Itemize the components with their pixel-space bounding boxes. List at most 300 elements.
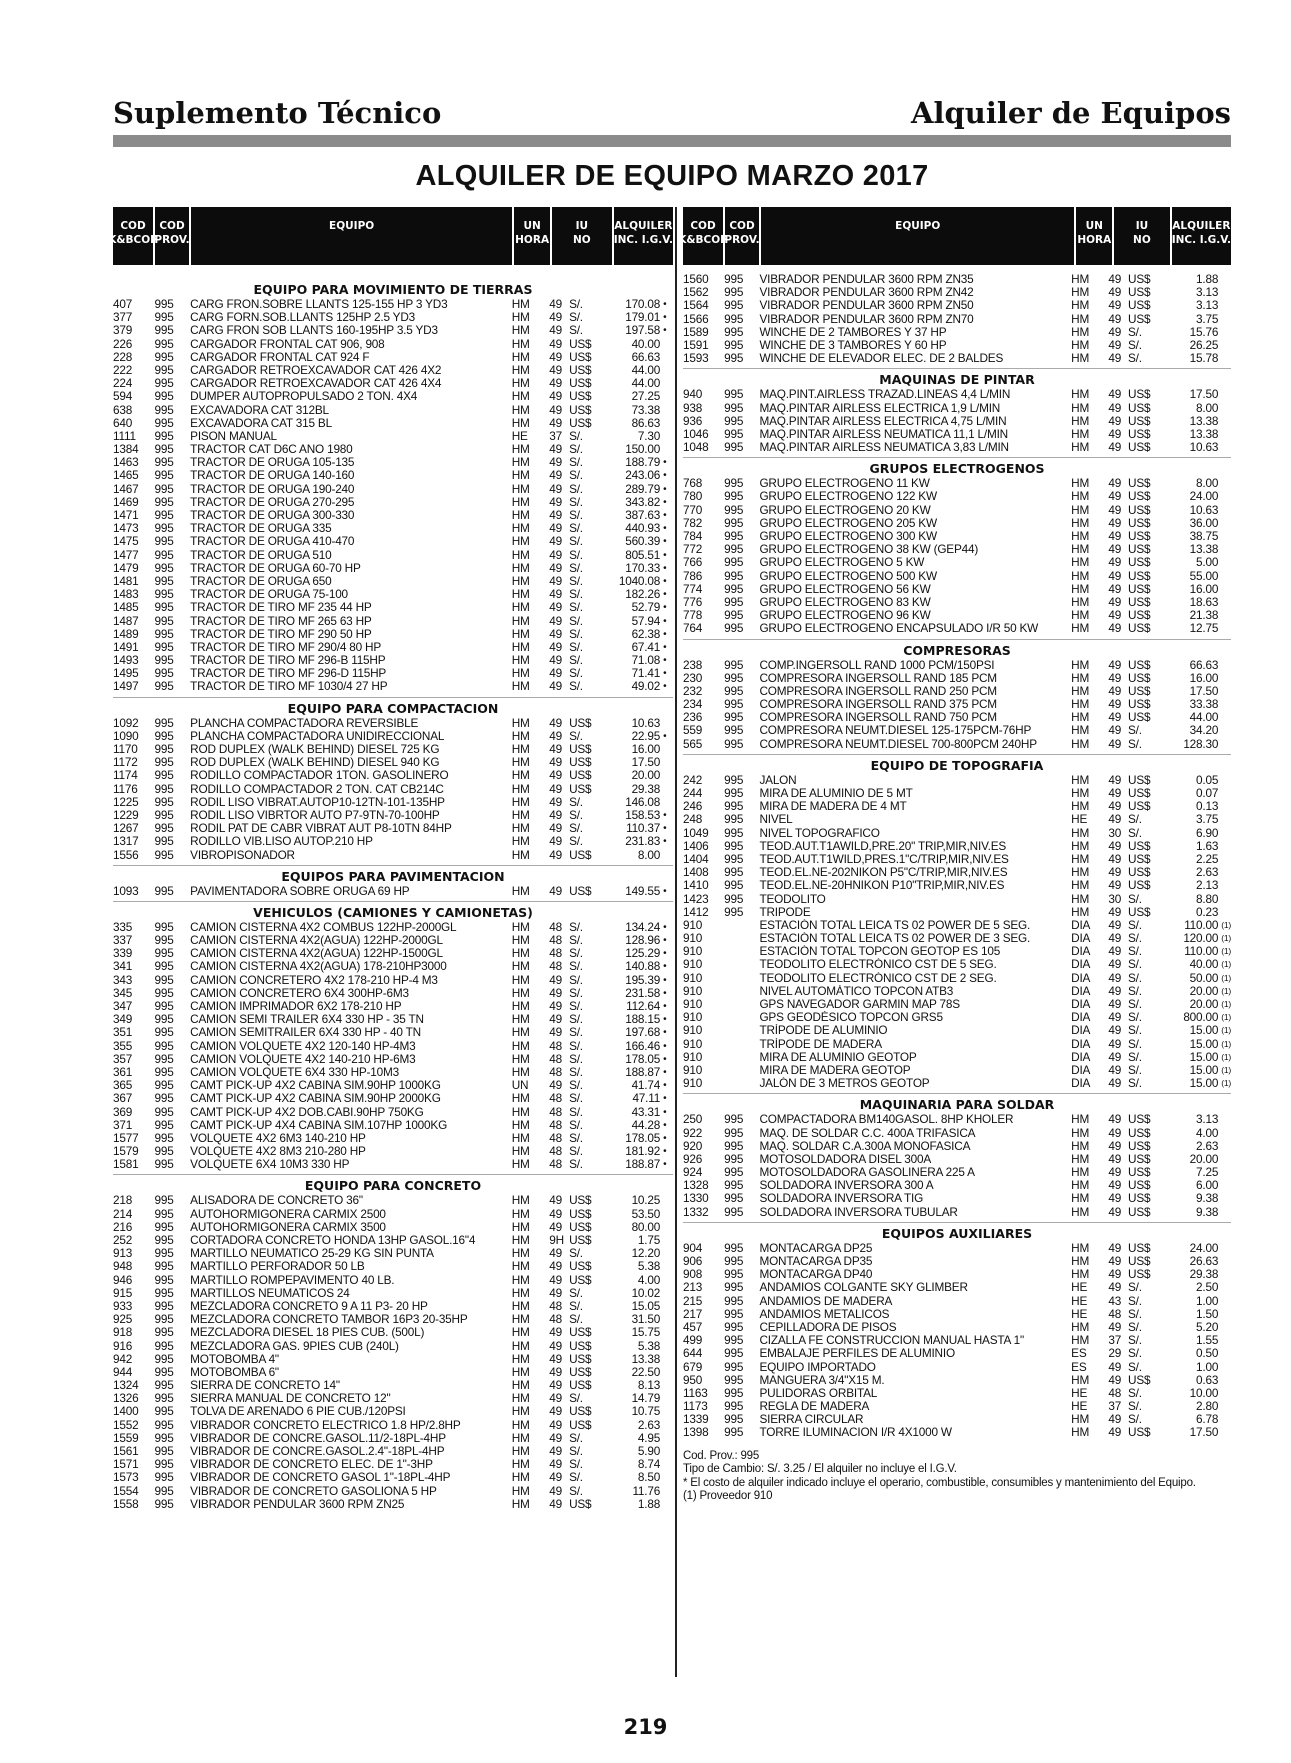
price-cell: 12.75 (1189, 622, 1219, 636)
price-cell: 41.74 (631, 1079, 661, 1093)
iu-cell: 49 (549, 1392, 563, 1406)
note-mark (660, 1379, 673, 1392)
prov-cell: 995 (724, 684, 744, 698)
price-cell: 150.00 (625, 443, 661, 457)
currency-cell: S/. (1128, 1307, 1142, 1321)
cod-cell: 216 (113, 1220, 133, 1234)
unit-cell: HM (511, 298, 530, 311)
iu-cell: 49 (1108, 1139, 1122, 1153)
iu-cell: 49 (1108, 1179, 1122, 1193)
unit-cell: ES (1071, 1360, 1087, 1374)
equipo-cell: MARTILLO ROMPEPAVIMENTO 40 LB. (190, 1273, 395, 1287)
equipo-cell: SIERRA MANUAL DE CONCRETO 12" (190, 1392, 391, 1406)
table-row (683, 932, 1231, 945)
equipo-cell: CARG FORN.SOB.LLANTS 125HP 2.5 YD3 (190, 311, 416, 325)
note-mark: • (663, 809, 667, 821)
currency-cell: S/. (1128, 1037, 1142, 1051)
prov-cell: 995 (724, 582, 744, 596)
cod-cell: 345 (113, 986, 133, 1000)
currency-cell: US$ (569, 416, 592, 430)
currency-cell: US$ (569, 1339, 592, 1353)
table-row (683, 1321, 1231, 1334)
cod-cell: 1561 (113, 1445, 139, 1458)
note-mark (1218, 774, 1231, 787)
price-cell: 3.75 (1196, 813, 1219, 827)
equipo-cell: CARGADOR FRONTAL CAT 906, 908 (190, 337, 385, 351)
note-mark (1218, 1179, 1231, 1192)
price-cell: 3.13 (1196, 286, 1219, 300)
price-cell: 2.13 (1196, 879, 1219, 893)
price-cell: 178.05 (625, 1052, 661, 1066)
note-mark: • (663, 562, 667, 574)
price-cell: 128.30 (1183, 737, 1219, 751)
iu-cell: 49 (1108, 338, 1122, 352)
price-cell: 179.01 (625, 311, 661, 325)
price-cell: 1.63 (1196, 839, 1219, 853)
note-mark (1218, 415, 1231, 428)
currency-cell: S/. (569, 680, 583, 694)
price-cell: 20.00 (631, 769, 661, 783)
table-row (683, 879, 1231, 892)
table-row (113, 377, 673, 390)
table-row (683, 1024, 1231, 1037)
currency-cell: US$ (1128, 401, 1151, 415)
cod-cell: 1560 (683, 273, 709, 286)
equipo-cell: SIERRA DE CONCRETO 14" (190, 1379, 340, 1393)
unit-cell: HM (1071, 684, 1090, 698)
iu-cell: 49 (1108, 1413, 1122, 1427)
cod-cell: 786 (683, 569, 703, 583)
equipo-cell: RODILLO COMPACTADOR 2 TON. CAT CB214C (190, 782, 444, 796)
iu-cell: 49 (1108, 711, 1122, 725)
note-mark: • (663, 615, 667, 627)
cod-cell: 948 (113, 1260, 133, 1274)
prov-cell: 995 (724, 1241, 744, 1255)
iu-cell: 49 (1108, 905, 1122, 919)
iu-cell: 49 (549, 403, 563, 417)
cod-cell: 1571 (113, 1458, 139, 1472)
note-mark: • (663, 885, 667, 897)
price-cell: 149.55 (625, 884, 661, 898)
table-row (683, 893, 1231, 906)
currency-cell: US$ (1128, 569, 1151, 583)
iu-cell: 49 (1108, 1426, 1122, 1440)
equipo-cell: TRACTOR DE ORUGA 75-100 (190, 588, 348, 602)
price-cell: 1.55 (1196, 1334, 1219, 1348)
note-mark: (1) (1221, 1038, 1231, 1049)
table-row (113, 680, 673, 693)
currency-cell: US$ (1128, 1113, 1151, 1127)
equipo-cell: MAQ.PINTAR AIRLESS NEUMATICA 3,83 L/MIN (759, 441, 1009, 455)
table-row (683, 787, 1231, 800)
prov-cell (724, 945, 759, 958)
equipo-cell: MAQ. SOLDAR C.A.300A MONOFASICA (759, 1139, 971, 1153)
table-row (683, 517, 1231, 530)
currency-cell: S/. (1128, 352, 1142, 366)
note-mark (1218, 622, 1231, 635)
price-cell: 1040.08 (618, 574, 661, 588)
note-mark: • (663, 299, 667, 310)
unit-cell: HM (1071, 622, 1090, 636)
price-cell: 31.50 (631, 1313, 661, 1327)
price-cell: 5.90 (637, 1445, 661, 1458)
cod-cell: 1579 (113, 1145, 139, 1159)
currency-cell: US$ (1128, 427, 1151, 441)
iu-cell: 49 (549, 614, 563, 628)
unit-cell: HM (511, 1158, 530, 1172)
unit-cell: HM (511, 1247, 530, 1261)
cod-cell: 238 (683, 658, 703, 672)
note-mark (1218, 1192, 1231, 1205)
currency-cell: US$ (569, 1260, 592, 1274)
prov-cell: 995 (724, 773, 744, 787)
currency-cell: US$ (1128, 503, 1151, 517)
prov-cell: 995 (154, 654, 174, 668)
unit-cell: HE (1071, 1400, 1088, 1414)
currency-cell: US$ (569, 782, 592, 796)
equipo-cell: COMPRESORA NEUMT.DIESEL 125-175PCM-76HP (759, 724, 1032, 738)
currency-cell: S/. (569, 947, 583, 961)
unit-cell: HM (1071, 852, 1090, 866)
equipo-cell: SOLDADORA INVERSORA 300 A (759, 1179, 934, 1193)
note-mark: • (663, 836, 667, 848)
cod-cell: 1163 (683, 1386, 708, 1400)
table-row (683, 919, 1231, 932)
note-mark (660, 1208, 673, 1221)
note-mark: (1) (1221, 1025, 1231, 1036)
currency-cell: US$ (1128, 1255, 1151, 1268)
note-mark: • (663, 1146, 667, 1158)
cod-cell: 1412 (683, 905, 709, 919)
table-row (683, 1113, 1231, 1126)
equipo-cell: VIBROPISONADOR (190, 848, 295, 862)
table-row (113, 1392, 673, 1405)
iu-cell: 49 (549, 973, 563, 987)
unit-cell: HM (511, 795, 530, 809)
equipo-cell: MARTILLO PERFORADOR 50 LB (190, 1260, 365, 1274)
unit-cell: HM (1071, 1139, 1090, 1153)
cod-cell: 1562 (683, 286, 709, 300)
equipo-cell: VIBRADOR PENDULAR 3600 RPM ZN42 (759, 286, 974, 300)
table-row (113, 1221, 673, 1234)
price-cell: 0.07 (1196, 787, 1219, 800)
note-mark: (1) (1221, 1064, 1231, 1075)
iu-cell: 49 (1108, 401, 1122, 415)
note-mark (660, 377, 673, 390)
prov-cell: 995 (724, 1166, 744, 1180)
currency-cell: US$ (1128, 1179, 1151, 1193)
price-cell: 1.50 (1196, 1307, 1219, 1321)
table-row (113, 1066, 673, 1079)
iu-cell: 49 (1108, 1152, 1122, 1166)
iu-cell: 43 (1108, 1294, 1122, 1308)
note-mark (1218, 1166, 1231, 1179)
price-cell: 17.50 (631, 756, 661, 770)
price-cell: 20.00 (1189, 1152, 1219, 1166)
unit-cell: HM (511, 416, 530, 430)
iu-cell: 49 (549, 1471, 563, 1485)
cod-cell: 1564 (683, 299, 709, 313)
unit-cell: HM (1071, 543, 1090, 557)
iu-cell: 49 (549, 1365, 563, 1379)
iu-cell: 48 (549, 1158, 563, 1172)
equipo-cell: TORRE ILUMINACION I/R 4X1000 W (759, 1426, 952, 1440)
prov-cell: 995 (724, 1307, 744, 1321)
table-row (683, 1426, 1231, 1439)
table-row (113, 1026, 673, 1039)
price-cell: 47.11 (632, 1092, 661, 1106)
cod-cell: 774 (683, 582, 703, 596)
table-row (113, 654, 673, 667)
iu-cell: 48 (549, 1092, 563, 1106)
iu-cell: 49 (1108, 839, 1122, 853)
prov-cell: 995 (724, 286, 744, 300)
unit-cell: HM (511, 1207, 530, 1221)
cod-cell: 1489 (113, 627, 139, 641)
section-heading: EQUIPO PARA COMPACTACION (113, 697, 673, 716)
equipo-cell: TRACTOR DE TIRO MF 1030/4 27 HP (190, 680, 388, 694)
cod-cell: 920 (683, 1139, 703, 1153)
cod-cell: 1326 (113, 1392, 139, 1406)
cod-cell: 565 (683, 737, 703, 751)
cod-cell: 351 (113, 1026, 133, 1040)
cod-cell: 1229 (113, 808, 139, 822)
equipo-cell: TRACTOR DE TIRO MF 265 63 HP (190, 614, 372, 628)
iu-cell: 49 (1108, 1373, 1122, 1387)
iu-cell: 49 (1108, 1360, 1122, 1374)
currency-cell: S/. (1128, 945, 1142, 959)
table-row (683, 596, 1231, 609)
iu-cell: 49 (1108, 932, 1122, 946)
equipo-cell: GRUPO ELECTROGENO 5 KW (759, 556, 925, 570)
iu-cell: 49 (1108, 1281, 1122, 1295)
prov-cell: 995 (154, 947, 174, 961)
note-mark (660, 1221, 673, 1234)
equipo-cell: GRUPO ELECTROGENO 83 KW (759, 595, 931, 609)
currency-cell: US$ (569, 716, 592, 730)
currency-cell: US$ (1128, 787, 1151, 800)
price-cell: 3.13 (1196, 1113, 1219, 1127)
currency-cell: US$ (569, 1326, 592, 1340)
prov-cell: 995 (724, 609, 744, 623)
unit-cell: HM (1071, 658, 1090, 672)
currency-cell: US$ (569, 390, 592, 404)
cod-cell: 341 (113, 960, 133, 974)
header-un: UN HORA (514, 207, 552, 265)
price-cell: 67.41 (631, 640, 661, 654)
cod-cell: 1573 (113, 1471, 139, 1485)
unit-cell: HM (511, 729, 530, 743)
currency-cell: S/. (1128, 1400, 1142, 1414)
unit-cell: HM (1071, 1241, 1090, 1255)
currency-cell: US$ (569, 1405, 592, 1419)
cod-cell: 1404 (683, 852, 709, 866)
currency-cell: S/. (1128, 984, 1142, 998)
cod-cell: 357 (113, 1052, 133, 1066)
currency-cell: US$ (569, 403, 592, 417)
prov-cell: 995 (154, 482, 174, 496)
header-iu: IU NO (1114, 207, 1172, 265)
table-row (113, 1013, 673, 1026)
currency-cell: S/. (569, 1431, 583, 1445)
equipo-cell: TRÍPODE DE ALUMINIO (759, 1024, 888, 1038)
note-mark (660, 756, 673, 769)
header-alquiler: ALQUILER INC. I.G.V. (613, 220, 673, 246)
price-cell: 15.00 (1189, 1024, 1219, 1038)
cod-cell: 347 (113, 1000, 133, 1013)
equipo-cell: CAMION VOLQUETE 6X4 330 HP-10M3 (190, 1065, 399, 1079)
equipo-cell: TRACTOR DE ORUGA 140-160 (190, 469, 355, 483)
equipo-cell: GRUPO ELECTROGENO 122 KW (759, 490, 937, 504)
iu-cell: 49 (549, 416, 563, 430)
note-mark: • (663, 575, 667, 587)
unit-cell: HM (511, 311, 530, 325)
currency-cell: S/. (1128, 892, 1142, 906)
iu-cell: 49 (549, 324, 563, 338)
unit-cell: HM (1071, 773, 1090, 787)
unit-cell: HM (511, 1405, 530, 1419)
equipo-cell: JALON (759, 773, 797, 787)
cod-cell: 1493 (113, 654, 139, 668)
cod-cell: 1566 (683, 312, 709, 326)
unit-cell: HM (511, 1484, 530, 1498)
table-row (683, 428, 1231, 441)
iu-cell: 49 (549, 1497, 563, 1511)
iu-cell: 49 (549, 601, 563, 615)
price-cell: 53.50 (631, 1207, 661, 1221)
unit-cell: DIA (1071, 918, 1091, 932)
iu-cell: 49 (1108, 984, 1122, 998)
currency-cell: S/. (1128, 1413, 1142, 1427)
currency-cell: US$ (1128, 1426, 1151, 1440)
equipo-cell: VOLQUETE 6X4 10M3 330 HP (190, 1158, 350, 1172)
iu-cell: 48 (549, 920, 563, 934)
note-mark: (1) (1221, 959, 1231, 970)
price-cell: 80.00 (631, 1220, 661, 1234)
equipo-cell: COMPRESORA INGERSOLL RAND 250 PCM (759, 684, 997, 698)
iu-cell: 49 (1108, 787, 1122, 800)
table-row (683, 1064, 1231, 1077)
cod-cell: 252 (113, 1234, 133, 1247)
equipo-cell: MARTILLO NEUMATICO 25-29 KG SIN PUNTA (190, 1247, 434, 1261)
iu-cell: 49 (1108, 1126, 1122, 1140)
equipo-cell: CEPILLADORA DE PISOS (759, 1320, 897, 1334)
price-cell: 21.38 (1189, 609, 1219, 623)
equipo-cell: VIBRADOR PENDULAR 3600 RPM ZN70 (759, 312, 974, 326)
note-mark: • (663, 536, 667, 548)
note-mark (1218, 1242, 1231, 1255)
unit-cell: DIA (1071, 1037, 1091, 1051)
equipo-cell: SIERRA CIRCULAR (759, 1413, 864, 1427)
note-mark: • (663, 1053, 667, 1065)
cod-cell: 1408 (683, 866, 709, 880)
table-row (683, 477, 1231, 490)
note-mark: (1) (1221, 919, 1231, 930)
prov-cell: 995 (154, 1405, 174, 1419)
unit-cell: HM (511, 640, 530, 654)
currency-cell: S/. (569, 1013, 583, 1027)
iu-cell: 49 (549, 756, 563, 770)
equipo-cell: TEOD.EL.NE-202NIKON P5"C/TRIP,MIR,NIV.ES (759, 866, 1008, 880)
unit-cell: HM (1071, 516, 1090, 530)
prov-cell (724, 972, 759, 985)
price-cell: 112.64 (626, 1000, 661, 1013)
iu-cell: 49 (549, 1418, 563, 1432)
price-cell: 16.00 (631, 743, 661, 756)
prov-cell: 995 (154, 667, 174, 681)
currency-cell: S/. (569, 495, 583, 509)
price-cell: 62.38 (631, 627, 661, 641)
iu-cell: 49 (549, 509, 563, 522)
price-cell: 197.68 (625, 1026, 661, 1040)
equipo-cell: CAMION CISTERNA 4X2(AGUA) 122HP-2000GL (190, 934, 443, 948)
price-cell: 11.76 (632, 1484, 661, 1498)
table-row (113, 483, 673, 496)
unit-cell: HM (511, 548, 530, 562)
iu-cell: 49 (549, 667, 563, 681)
note-mark (1218, 738, 1231, 751)
iu-cell: 48 (549, 1131, 563, 1145)
currency-cell: S/. (569, 522, 583, 536)
note-mark (1218, 441, 1231, 454)
equipo-cell: VIBRADOR DE CONCRETO ELEC. DE 1"-3HP (190, 1458, 433, 1472)
currency-cell: US$ (1128, 490, 1151, 504)
currency-cell: S/. (569, 456, 583, 470)
unit-cell: HM (511, 1000, 530, 1013)
unit-cell: HE (1071, 813, 1088, 827)
note-mark: (1) (1221, 1078, 1231, 1089)
prov-cell: 995 (724, 543, 744, 557)
prov-cell: 995 (154, 429, 174, 443)
price-cell: 8.80 (1196, 892, 1219, 906)
footnotes (683, 1450, 1231, 1504)
unit-cell: HM (1071, 800, 1090, 814)
cod-cell: 1577 (113, 1131, 139, 1145)
iu-cell: 49 (1108, 414, 1122, 428)
unit-cell: HM (1071, 595, 1090, 609)
note-mark (660, 1300, 673, 1313)
price-cell: 15.76 (1189, 325, 1219, 339)
cod-cell: 1552 (113, 1418, 139, 1432)
equipo-cell: ANDAMIOS DE MADERA (759, 1294, 893, 1308)
unit-cell: HM (511, 960, 530, 974)
equipo-cell: PLANCHA COMPACTADORA REVERSIBLE (190, 716, 419, 730)
cod-cell: 222 (113, 363, 133, 377)
iu-cell: 49 (1108, 569, 1122, 583)
equipo-cell: COMPACTADORA BM140GASOL. 8HP KHOLER (759, 1113, 1014, 1127)
note-mark (660, 1405, 673, 1418)
table-row (113, 641, 673, 654)
note-mark (1218, 1281, 1231, 1294)
cod-cell: 371 (113, 1118, 133, 1132)
section-heading: EQUIPOS PARA PAVIMENTACION (113, 865, 673, 884)
prov-cell: 995 (724, 1126, 744, 1140)
prov-cell (724, 1038, 759, 1051)
iu-cell: 37 (1108, 1400, 1122, 1414)
price-cell: 110.37 (626, 822, 661, 836)
unit-cell: HM (511, 1194, 530, 1208)
note-mark (1218, 659, 1231, 672)
price-cell: 29.38 (631, 782, 661, 796)
iu-cell: 49 (1108, 503, 1122, 517)
note-mark: • (663, 628, 667, 640)
price-cell: 289.79 (625, 482, 661, 496)
currency-cell: S/. (1128, 1024, 1142, 1038)
table-row (683, 1192, 1231, 1205)
currency-cell: US$ (1128, 388, 1151, 402)
equipo-cell: TRACTOR DE ORUGA 105-135 (190, 456, 355, 470)
iu-cell: 49 (549, 769, 563, 783)
